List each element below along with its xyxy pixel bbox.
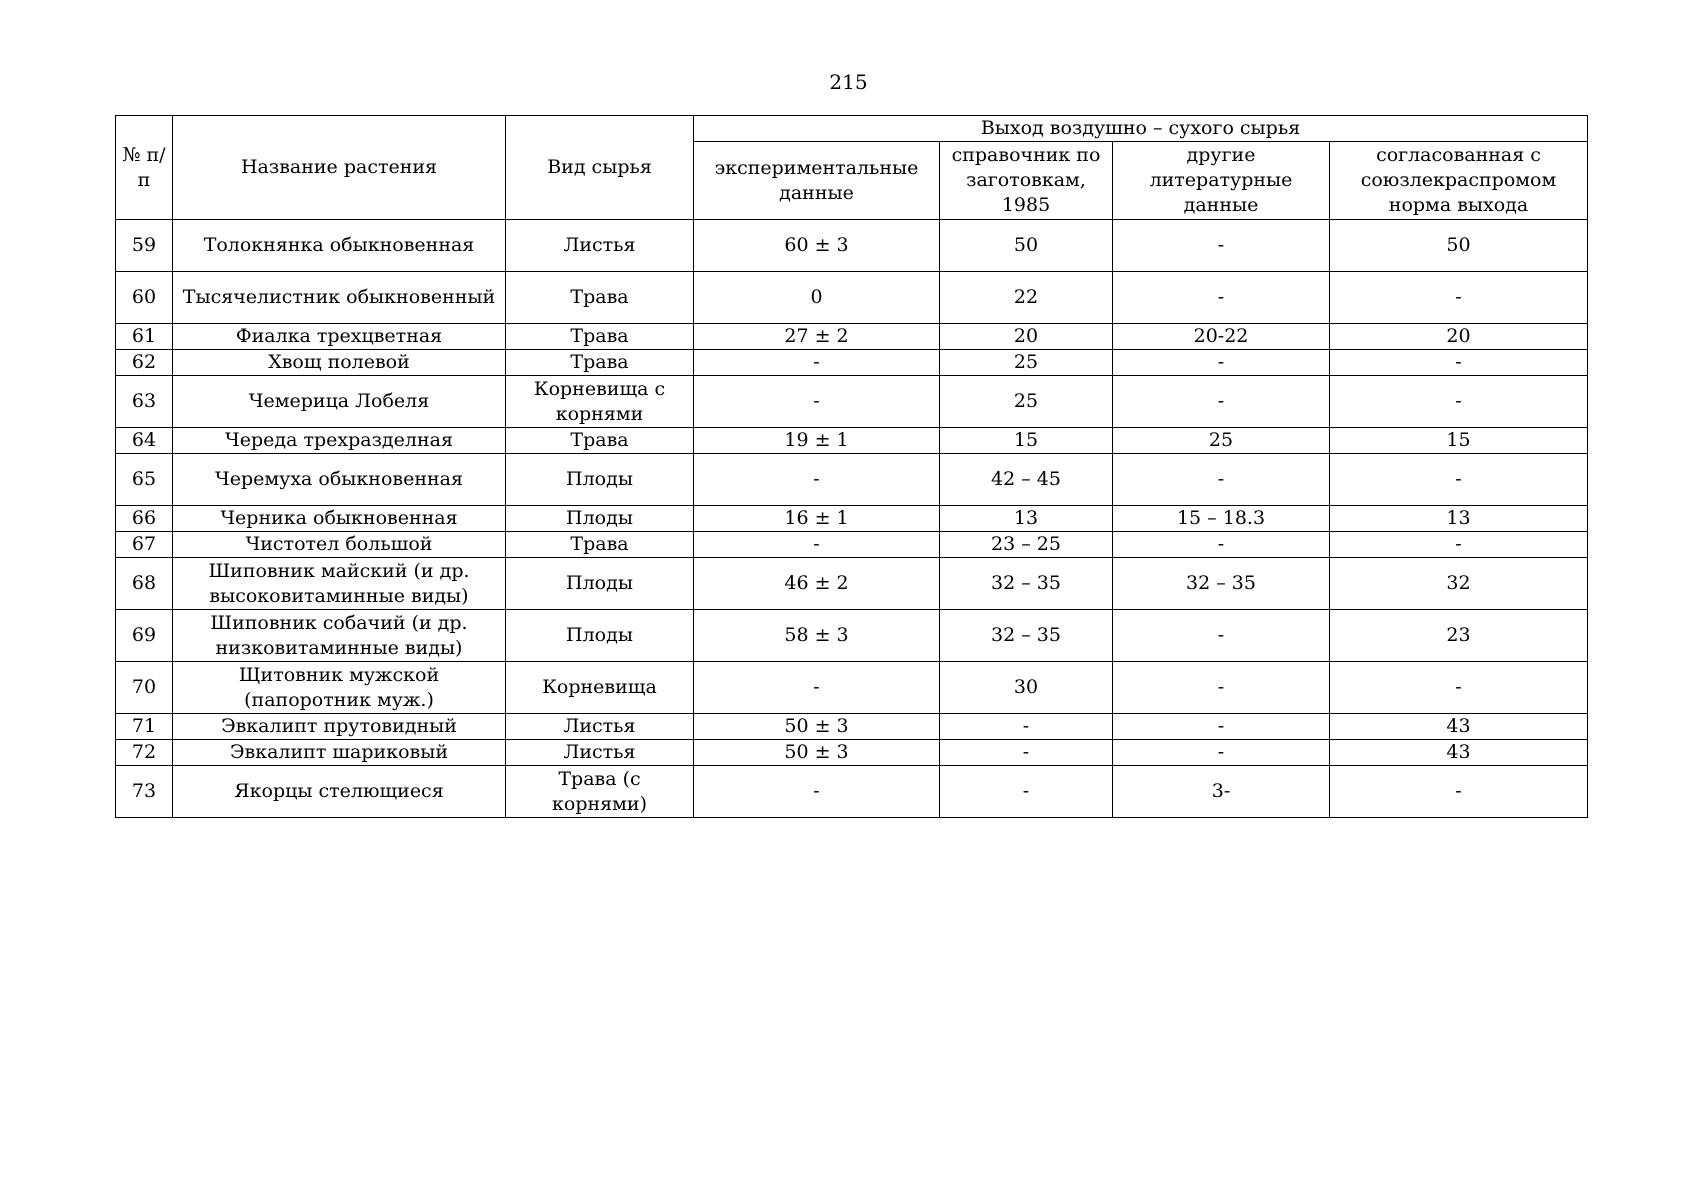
cell-norm: - [1330, 350, 1588, 376]
cell-experimental: - [694, 350, 940, 376]
cell-raw-material: Трава (с корнями) [506, 766, 694, 818]
cell-literature: - [1113, 532, 1330, 558]
cell-experimental: 0 [694, 272, 940, 324]
cell-raw-material: Плоды [506, 558, 694, 610]
table-row [116, 532, 1588, 558]
cell-literature: - [1113, 376, 1330, 428]
cell-num: 63 [116, 376, 173, 428]
cell-literature: - [1113, 272, 1330, 324]
table-row [116, 610, 1588, 662]
cell-num: 72 [116, 740, 173, 766]
cell-raw-material: Плоды [506, 610, 694, 662]
table-header [116, 116, 1588, 220]
header-raw-material: Вид сырья [506, 116, 694, 220]
cell-norm: 15 [1330, 428, 1588, 454]
cell-plant-name: Шиповник собачий (и др. низковитаминные виды) [173, 610, 506, 662]
table-row [116, 272, 1588, 324]
cell-experimental: 16 ± 1 [694, 506, 940, 532]
cell-norm: - [1330, 376, 1588, 428]
cell-num: 61 [116, 324, 173, 350]
cell-plant-name: Эвкалипт шариковый [173, 740, 506, 766]
cell-raw-material: Трава [506, 324, 694, 350]
cell-reference: 25 [940, 350, 1113, 376]
cell-norm: 13 [1330, 506, 1588, 532]
cell-raw-material: Корневища с корнями [506, 376, 694, 428]
cell-reference: 32 – 35 [940, 610, 1113, 662]
cell-experimental: 19 ± 1 [694, 428, 940, 454]
table-row [116, 506, 1588, 532]
cell-experimental: - [694, 376, 940, 428]
cell-reference: 20 [940, 324, 1113, 350]
cell-literature: - [1113, 714, 1330, 740]
table-row [116, 324, 1588, 350]
header-reference: справочник по заготовкам, 1985 [940, 142, 1113, 220]
table-body [116, 220, 1588, 818]
cell-raw-material: Корневища [506, 662, 694, 714]
table-row [116, 662, 1588, 714]
cell-experimental: 50 ± 3 [694, 714, 940, 740]
cell-norm: - [1330, 766, 1588, 818]
cell-raw-material: Трава [506, 532, 694, 558]
cell-plant-name: Шиповник майский (и др. высоковитаминные виды) [173, 558, 506, 610]
cell-reference: 22 [940, 272, 1113, 324]
cell-plant-name: Эвкалипт прутовидный [173, 714, 506, 740]
cell-plant-name: Щитовник мужской (папоротник муж.) [173, 662, 506, 714]
cell-experimental: - [694, 454, 940, 506]
header-plant-name: Название растения [173, 116, 506, 220]
table-row [116, 454, 1588, 506]
cell-num: 65 [116, 454, 173, 506]
cell-reference: - [940, 740, 1113, 766]
cell-raw-material: Плоды [506, 454, 694, 506]
cell-norm: 23 [1330, 610, 1588, 662]
cell-reference: 13 [940, 506, 1113, 532]
table-row [116, 766, 1588, 818]
cell-num: 62 [116, 350, 173, 376]
cell-norm: 43 [1330, 714, 1588, 740]
cell-plant-name: Якорцы стелющиеся [173, 766, 506, 818]
cell-experimental: 46 ± 2 [694, 558, 940, 610]
header-num: № п/п [116, 116, 173, 220]
cell-num: 71 [116, 714, 173, 740]
header-norm: согласованная с союзлекраспромом норма выхода [1330, 142, 1588, 220]
plant-yield-table [115, 115, 1588, 818]
cell-num: 67 [116, 532, 173, 558]
cell-reference: 50 [940, 220, 1113, 272]
cell-raw-material: Трава [506, 428, 694, 454]
cell-num: 68 [116, 558, 173, 610]
cell-raw-material: Листья [506, 714, 694, 740]
cell-num: 73 [116, 766, 173, 818]
cell-experimental: 50 ± 3 [694, 740, 940, 766]
cell-literature: 32 – 35 [1113, 558, 1330, 610]
cell-reference: - [940, 714, 1113, 740]
table-row [116, 220, 1588, 272]
cell-raw-material: Трава [506, 272, 694, 324]
cell-literature: - [1113, 662, 1330, 714]
cell-reference: - [940, 766, 1113, 818]
cell-raw-material: Трава [506, 350, 694, 376]
cell-experimental: - [694, 766, 940, 818]
cell-num: 70 [116, 662, 173, 714]
cell-plant-name: Хвощ полевой [173, 350, 506, 376]
cell-num: 59 [116, 220, 173, 272]
cell-plant-name: Фиалка трехцветная [173, 324, 506, 350]
cell-literature: - [1113, 350, 1330, 376]
cell-literature: 25 [1113, 428, 1330, 454]
page-number: 215 [829, 70, 868, 94]
cell-literature: 15 – 18.3 [1113, 506, 1330, 532]
cell-norm: - [1330, 272, 1588, 324]
header-yield-group: Выход воздушно – сухого сырья [694, 116, 1588, 142]
cell-num: 66 [116, 506, 173, 532]
cell-literature: 20-22 [1113, 324, 1330, 350]
cell-literature: - [1113, 220, 1330, 272]
cell-reference: 30 [940, 662, 1113, 714]
cell-norm: 43 [1330, 740, 1588, 766]
cell-plant-name: Черника обыкновенная [173, 506, 506, 532]
cell-plant-name: Чемерица Лобеля [173, 376, 506, 428]
cell-norm: - [1330, 662, 1588, 714]
cell-experimental: - [694, 662, 940, 714]
cell-norm: - [1330, 532, 1588, 558]
cell-reference: 25 [940, 376, 1113, 428]
cell-reference: 32 – 35 [940, 558, 1113, 610]
table-row [116, 376, 1588, 428]
cell-norm: 32 [1330, 558, 1588, 610]
cell-norm: 50 [1330, 220, 1588, 272]
table-row [116, 714, 1588, 740]
cell-literature: - [1113, 610, 1330, 662]
cell-reference: 15 [940, 428, 1113, 454]
cell-plant-name: Толокнянка обыкновенная [173, 220, 506, 272]
cell-experimental: 60 ± 3 [694, 220, 940, 272]
header-literature: другие литературные данные [1113, 142, 1330, 220]
cell-num: 60 [116, 272, 173, 324]
table-row [116, 740, 1588, 766]
cell-norm: 20 [1330, 324, 1588, 350]
cell-reference: 23 – 25 [940, 532, 1113, 558]
table-row [116, 558, 1588, 610]
cell-literature: 3- [1113, 766, 1330, 818]
table-row [116, 428, 1588, 454]
cell-num: 69 [116, 610, 173, 662]
cell-plant-name: Тысячелистник обыкновенный [173, 272, 506, 324]
cell-plant-name: Череда трехразделная [173, 428, 506, 454]
cell-raw-material: Листья [506, 220, 694, 272]
header-experimental: экспериментальные данные [694, 142, 940, 220]
cell-literature: - [1113, 740, 1330, 766]
cell-raw-material: Листья [506, 740, 694, 766]
cell-experimental: 27 ± 2 [694, 324, 940, 350]
cell-norm: - [1330, 454, 1588, 506]
cell-experimental: - [694, 532, 940, 558]
table-row [116, 350, 1588, 376]
cell-raw-material: Плоды [506, 506, 694, 532]
cell-literature: - [1113, 454, 1330, 506]
cell-plant-name: Черемуха обыкновенная [173, 454, 506, 506]
cell-plant-name: Чистотел большой [173, 532, 506, 558]
cell-reference: 42 – 45 [940, 454, 1113, 506]
cell-experimental: 58 ± 3 [694, 610, 940, 662]
cell-num: 64 [116, 428, 173, 454]
